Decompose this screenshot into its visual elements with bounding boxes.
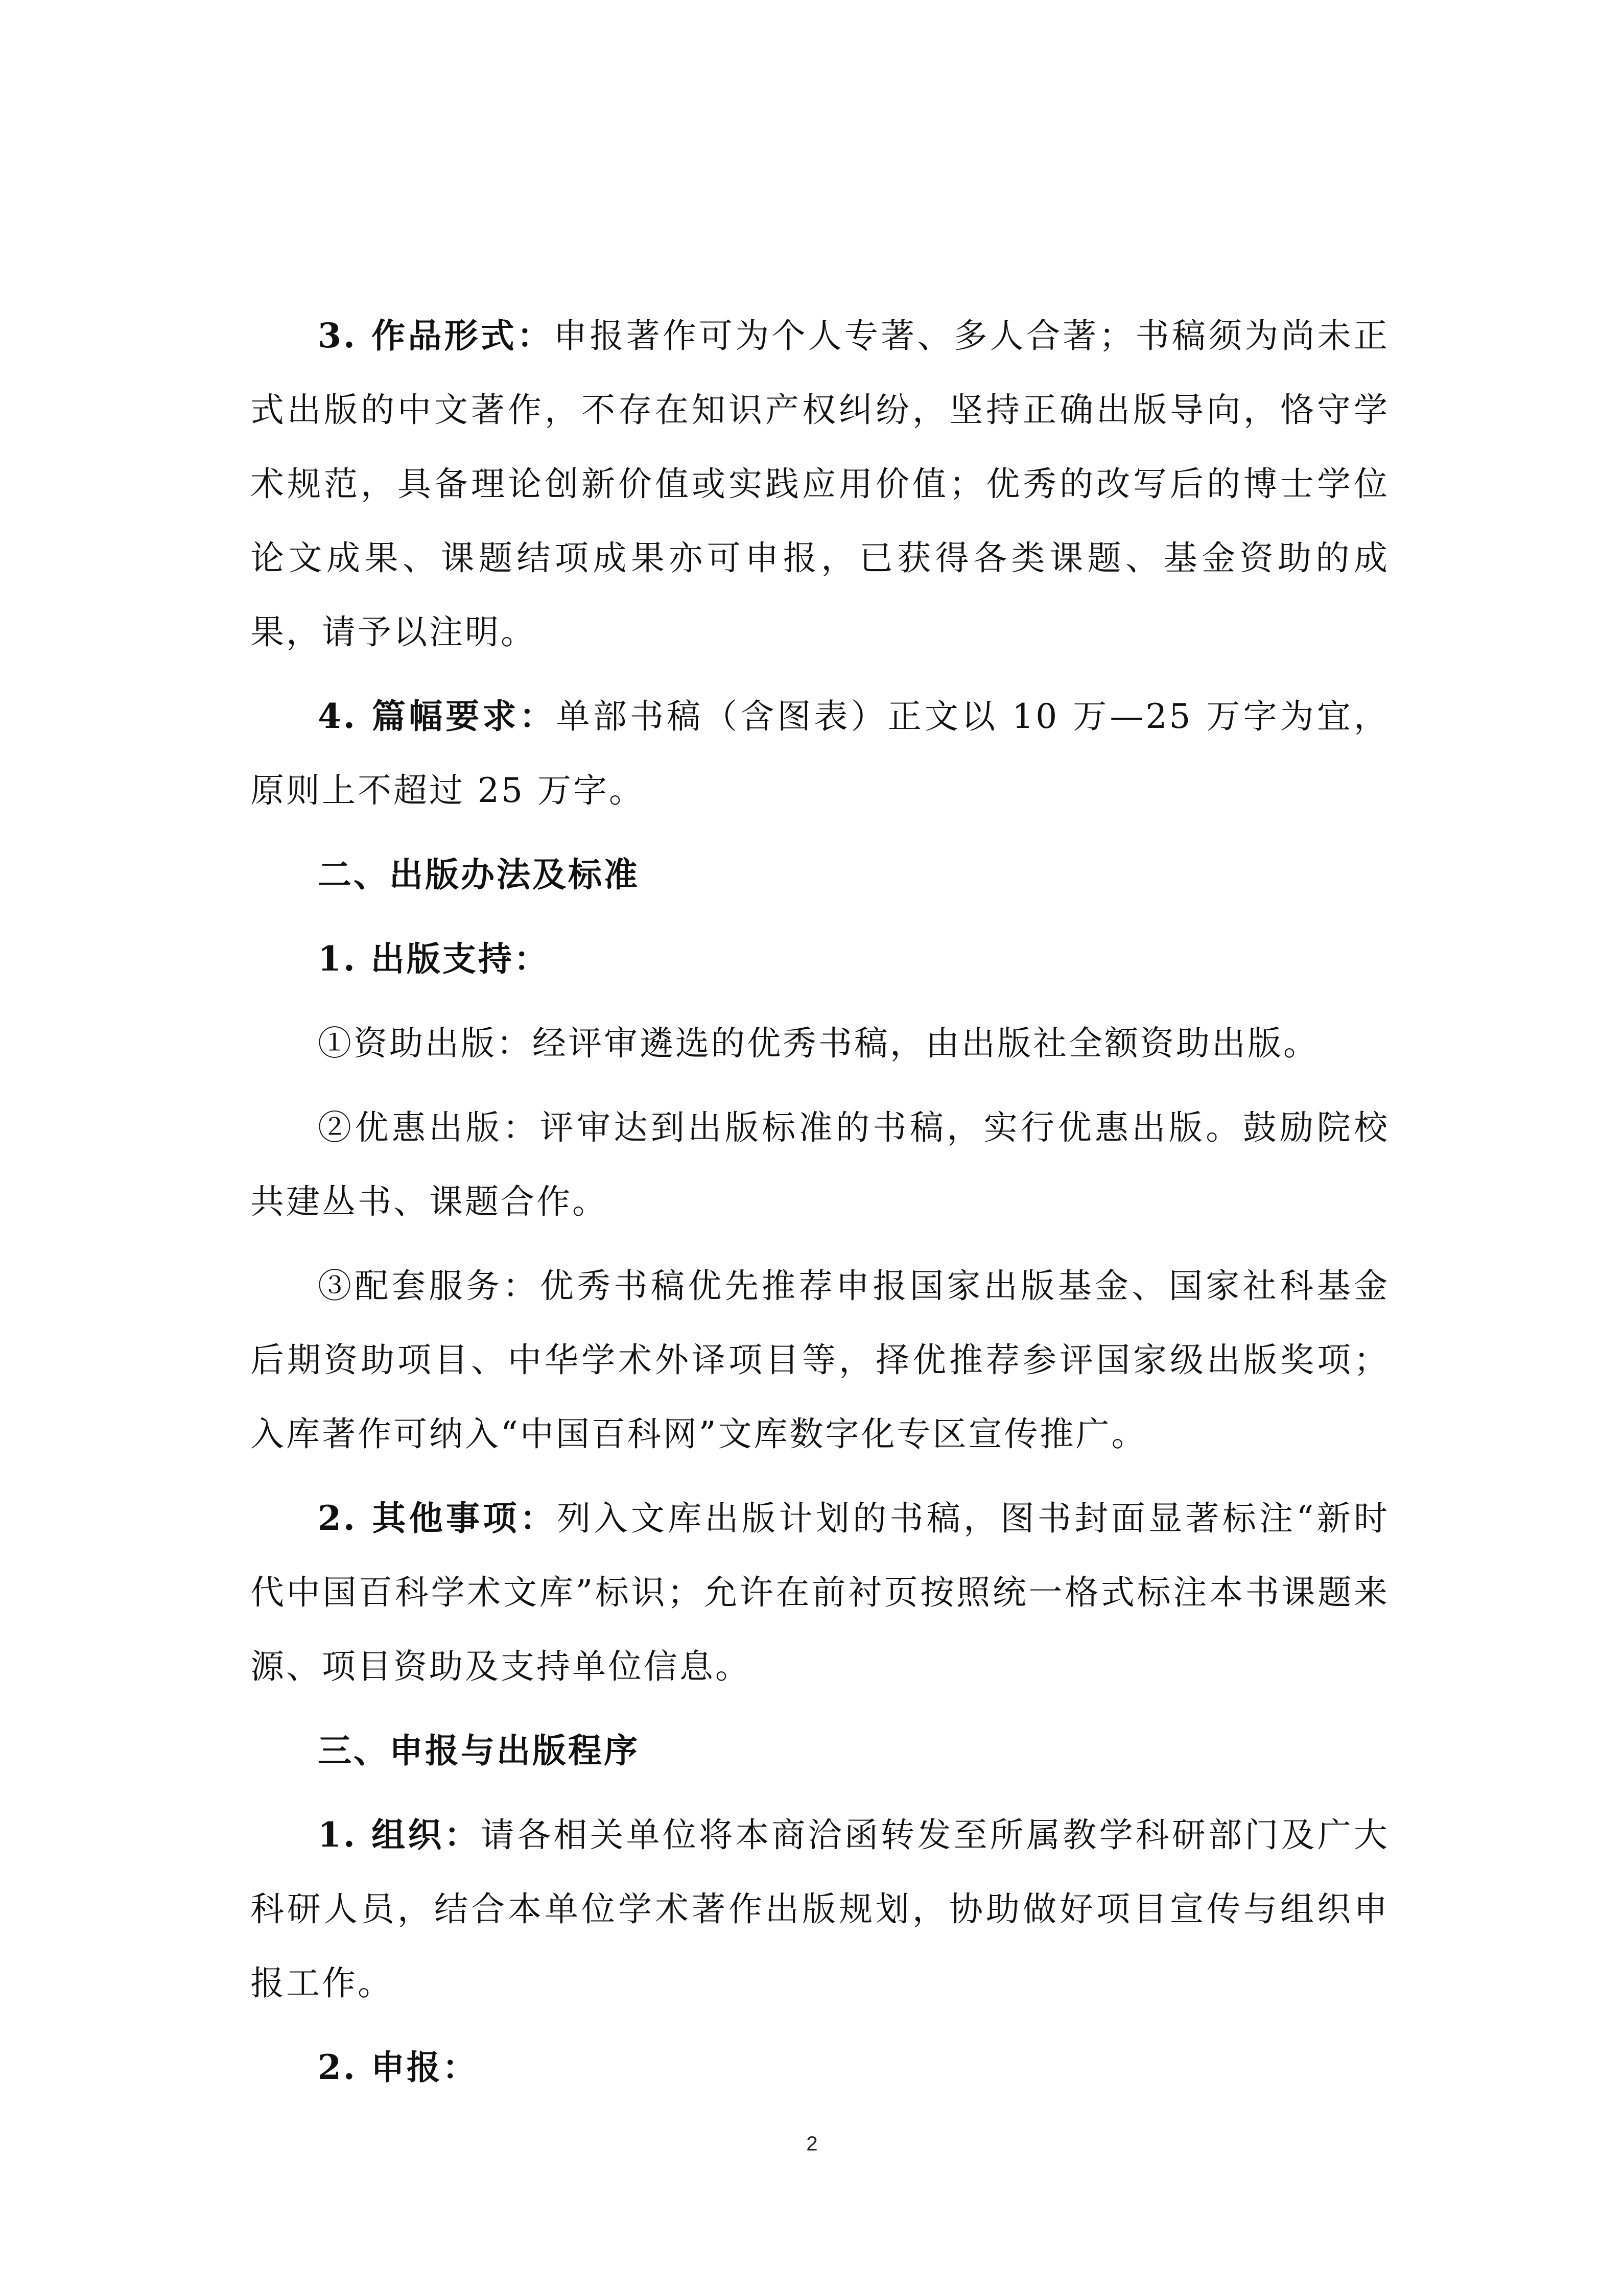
paragraph-text: 请各相关单位将本商洽函转发至所属教学科研部门及广大科研人员，结合本单位学术著作出版规划，协助做好项目宣传与组织申报工作。 bbox=[250, 1815, 1390, 2003]
paragraph-text: 单部书稿（含图表）正文以 10 万—25 万字为宜，原则上不超过 25 万字。 bbox=[250, 697, 1390, 810]
paragraph-lead: 2. 其他事项： bbox=[318, 1498, 557, 1538]
section-heading-publishing-methods: 二、出版办法及标准 bbox=[318, 855, 640, 894]
paragraph-discounted-publishing bbox=[250, 1091, 1390, 1239]
paragraph-work-form bbox=[250, 299, 1390, 669]
subheading-application: 2. 申报： bbox=[318, 2047, 478, 2087]
paragraph-lead: 1. 组织： bbox=[318, 1815, 481, 1855]
paragraph-text: 申报著作可为个人专著、多人合著；书稿须为尚未正式出版的中文著作，不存在知识产权纠纷，坚持正确出版导向，恪守学术规范，具备理论创新价值或实践应用价值；优秀的改写后的博士学位论文成果、课题结项成果亦可申报，已获得各类课题、基金资助的成果，请予以注明。 bbox=[250, 316, 1390, 652]
paragraph-text: 列入文库出版计划的书稿，图书封面显著标注“新时代中国百科学术文库”标识；允许在前衬页按照统一格式标注本书课题来源、项目资助及支持单位信息。 bbox=[250, 1499, 1390, 1686]
page-number: 2 bbox=[806, 2133, 818, 2155]
section-heading-application-procedure: 三、申报与出版程序 bbox=[318, 1731, 640, 1770]
paragraph-text: ①资助出版：经评审遴选的优秀书稿，由出版社全额资助出版。 bbox=[318, 1024, 1319, 1063]
paragraph-lead: 3. 作品形式： bbox=[318, 316, 554, 356]
paragraph-funded-publishing bbox=[250, 1006, 1390, 1080]
paragraph-supporting-services bbox=[250, 1249, 1390, 1471]
paragraph-text: ②优惠出版：评审达到出版标准的书稿，实行优惠出版。鼓励院校共建丛书、课题合作。 bbox=[250, 1108, 1390, 1221]
paragraph-text: ③配套服务：优秀书稿优先推荐申报国家出版基金、国家社科基金后期资助项目、中华学术外译项目等，择优推荐参评国家级出版奖项；入库著作可纳入“中国百科网”文库数字化专区宣传推广。 bbox=[250, 1266, 1390, 1454]
paragraph-organization bbox=[250, 1798, 1390, 2020]
paragraph-other-matters bbox=[250, 1481, 1390, 1704]
paragraph-length-requirement bbox=[250, 679, 1390, 827]
document-body bbox=[250, 299, 1390, 2115]
subheading-publishing-support: 1. 出版支持： bbox=[318, 939, 550, 979]
paragraph-lead: 4. 篇幅要求： bbox=[318, 696, 556, 736]
